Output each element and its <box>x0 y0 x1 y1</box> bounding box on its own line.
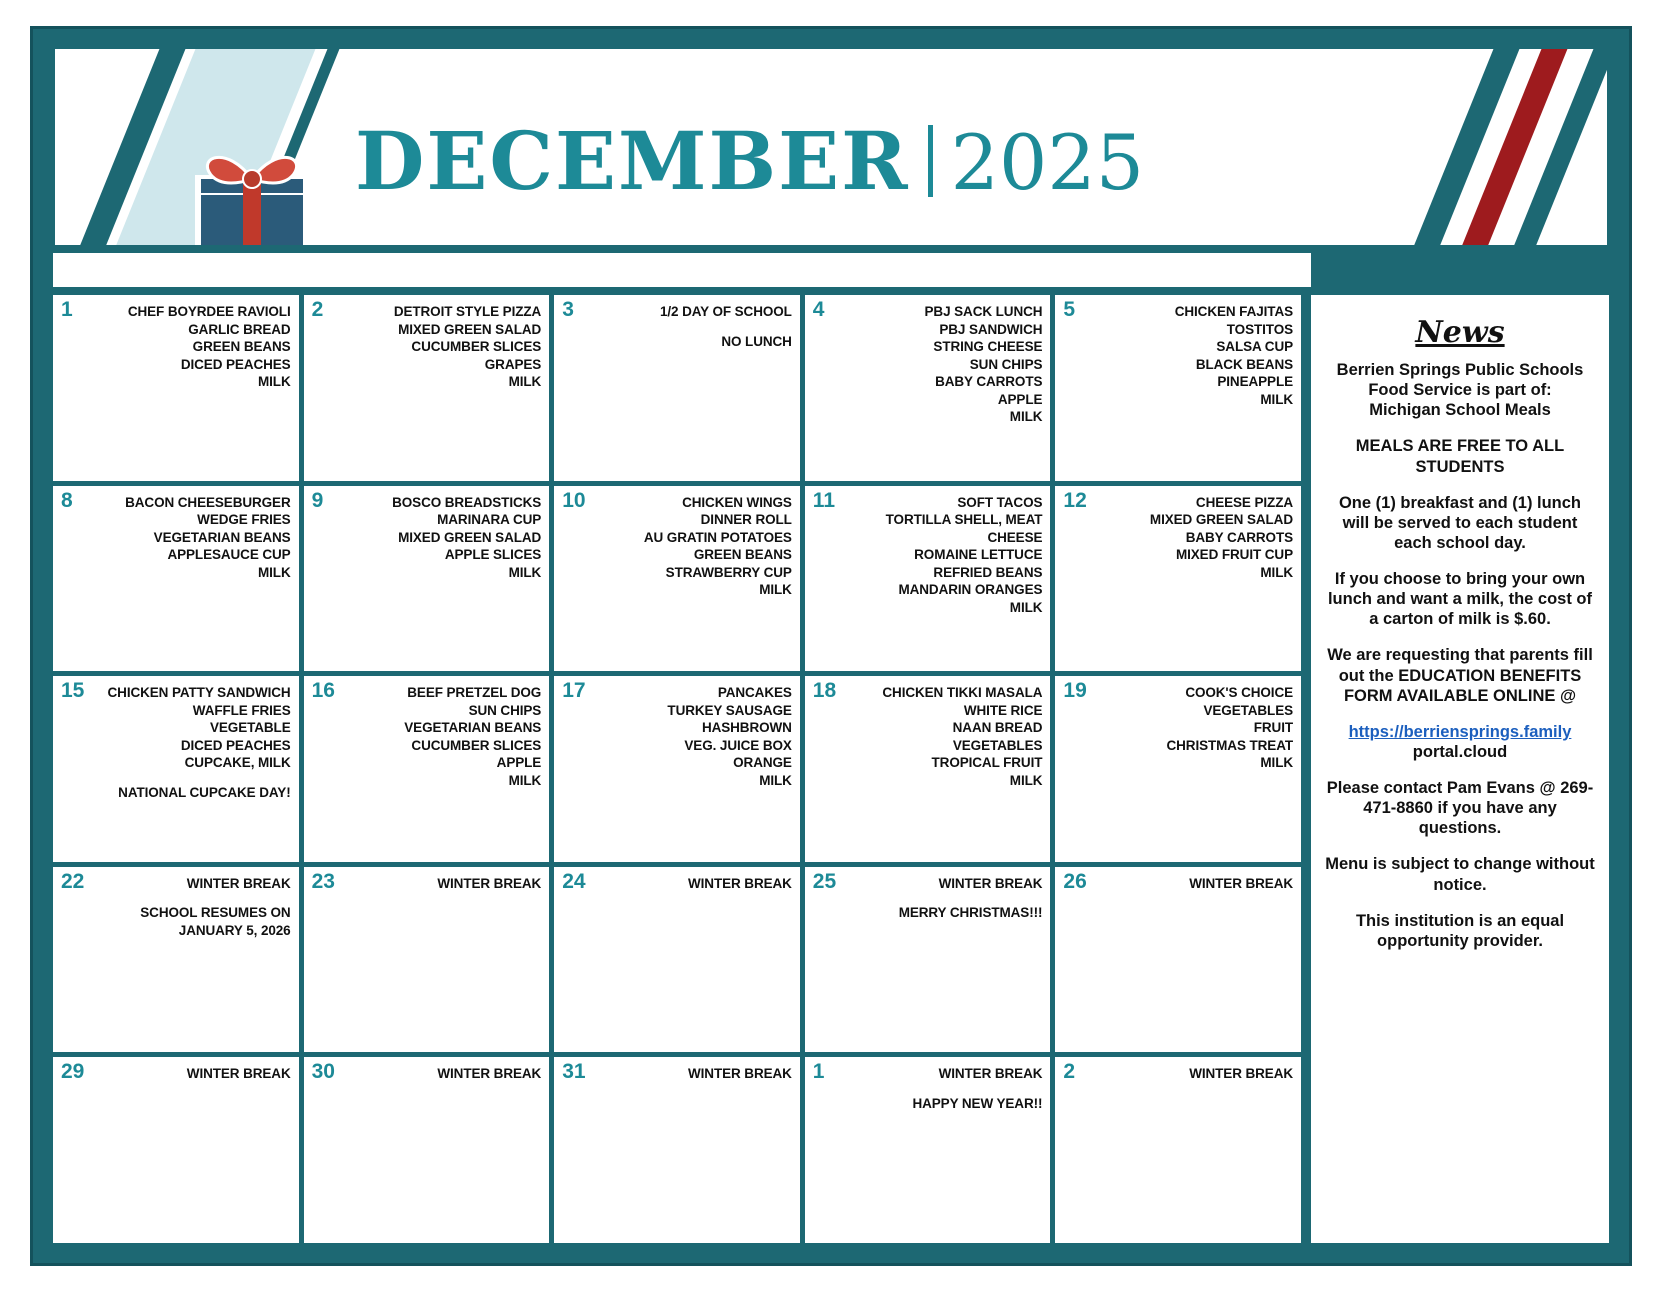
menu-line: SUN CHIPS <box>468 702 542 718</box>
menu-line: CHICKEN WINGS <box>682 494 792 510</box>
calendar-day-cell <box>805 486 1051 672</box>
menu-line: NAAN BREAD <box>952 720 1043 736</box>
menu-line-gap <box>61 892 291 904</box>
day-menu-items <box>312 1065 542 1083</box>
day-menu-items <box>61 875 291 940</box>
menu-line: GARLIC BREAD <box>188 321 291 337</box>
menu-line: 1/2 DAY OF SCHOOL <box>659 304 792 319</box>
weekday-monday: MONDAY <box>53 253 305 287</box>
weekday-header-spacer <box>1311 253 1609 287</box>
menu-line: MANDARIN ORANGES <box>898 582 1043 598</box>
menu-line: AU GRATIN POTATOES <box>643 529 792 545</box>
day-number: 22 <box>61 869 85 893</box>
calendar-day-cell <box>554 1057 800 1243</box>
menu-line: WEDGE FRIES <box>197 512 291 528</box>
calendar-day-cell <box>554 676 800 862</box>
menu-line: CHEF BOYRDEE RAVIOLI <box>127 304 291 319</box>
weekday-header-row <box>53 247 1609 295</box>
menu-line: TURKEY SAUSAGE <box>667 702 792 718</box>
menu-line: BEEF PRETZEL DOG <box>407 685 542 701</box>
menu-line: GREEN BEANS <box>693 547 792 563</box>
day-menu-items <box>312 303 542 391</box>
weekday-tuesday: TUESDAY <box>305 253 557 287</box>
menu-line: WINTER BREAK <box>938 875 1043 891</box>
menu-line: MIXED GREEN SALAD <box>398 321 542 337</box>
news-paragraph-0: Berrien Springs Public Schools Food Service is part of: Michigan School Meals <box>1336 361 1584 420</box>
calendar-day-cell <box>304 486 550 672</box>
day-menu-items <box>562 303 792 350</box>
menu-line: DETROIT STYLE PIZZA <box>393 304 542 319</box>
menu-line: BOSCO BREADSTICKS <box>392 494 542 510</box>
calendar-body <box>53 295 1609 1243</box>
menu-line-gap <box>562 321 792 333</box>
day-menu-items <box>312 494 542 582</box>
day-number: 16 <box>311 679 335 703</box>
calendar-day-cell <box>554 295 800 481</box>
day-number: 29 <box>61 1060 85 1084</box>
menu-line: WINTER BREAK <box>688 875 792 891</box>
calendar-day-cell <box>805 1057 1051 1243</box>
menu-line: WINTER BREAK <box>437 875 542 891</box>
news-paragraph-2: One (1) breakfast and (1) lunch will be served to each student each school day. <box>1338 493 1582 552</box>
menu-line: WINTER BREAK <box>938 1066 1043 1082</box>
menu-line: VEGETARIAN BEANS <box>404 720 542 736</box>
title-divider <box>928 125 933 197</box>
menu-line: SUN CHIPS <box>969 356 1043 372</box>
menu-line: WHITE RICE <box>963 702 1043 718</box>
menu-line: FRUIT <box>1253 720 1293 736</box>
menu-line: DICED PEACHES <box>180 356 291 372</box>
day-menu-items <box>562 494 792 599</box>
menu-line: PBJ SANDWICH <box>939 321 1043 337</box>
day-menu-items <box>61 494 291 582</box>
day-number: 30 <box>311 1060 335 1084</box>
menu-line: MIXED FRUIT CUP <box>1175 547 1293 563</box>
calendar-day-cell <box>805 867 1051 1053</box>
menu-line: MILK <box>1260 564 1293 580</box>
menu-line: BACON CHEESEBURGER <box>125 494 291 510</box>
news-paragraph-1: MEALS ARE FREE TO ALL STUDENTS <box>1355 437 1565 476</box>
menu-line: VEGETARIAN BEANS <box>153 529 291 545</box>
news-panel <box>1311 295 1609 1243</box>
calendar-grid <box>53 295 1301 1243</box>
menu-line: COOK'S CHOICE <box>1185 685 1293 701</box>
menu-line: MILK <box>759 772 792 788</box>
menu-line: MILK <box>508 374 542 390</box>
menu-line: MARINARA CUP <box>437 512 542 528</box>
menu-line: BABY CARROTS <box>935 374 1043 390</box>
menu-line: WINTER BREAK <box>1189 875 1293 891</box>
menu-line: WINTER BREAK <box>437 1066 542 1082</box>
menu-line: CHEESE <box>987 529 1043 545</box>
menu-line-gap <box>813 1083 1043 1095</box>
menu-line: MILK <box>508 772 542 788</box>
year-label: 2025 <box>950 118 1145 207</box>
menu-line: SCHOOL RESUMES ON <box>140 905 291 921</box>
menu-line: PBJ SACK LUNCH <box>924 304 1043 319</box>
day-menu-items <box>813 494 1043 617</box>
menu-line: REFRIED BEANS <box>933 564 1043 580</box>
menu-line: JANUARY 5, 2026 <box>178 922 291 938</box>
menu-line: APPLESAUCE CUP <box>167 547 291 563</box>
calendar-day-cell <box>554 486 800 672</box>
news-link-block <box>1325 722 1595 762</box>
calendar-day-cell <box>1055 486 1301 672</box>
menu-line: STRAWBERRY CUP <box>665 564 792 580</box>
menu-line: MILK <box>1260 755 1293 771</box>
day-number: 2 <box>1063 1060 1076 1084</box>
day-number: 18 <box>812 679 837 703</box>
benefits-form-link[interactable]: https://berriensprings.family <box>1348 722 1572 741</box>
day-number: 23 <box>311 869 335 893</box>
menu-line: MILK <box>759 582 792 598</box>
calendar-day-cell <box>805 676 1051 862</box>
calendar-day-cell <box>53 486 299 672</box>
menu-line: CHICKEN PATTY SANDWICH <box>107 685 291 701</box>
menu-line: PINEAPPLE <box>1217 374 1293 390</box>
day-menu-items <box>61 684 291 801</box>
news-paragraph-4: We are requesting that parents fill out the EDUCATION BENEFITS FORM AVAILABLE ONLINE @ <box>1327 646 1593 705</box>
weekday-thursday: THURSDAY <box>808 253 1060 287</box>
day-number: 12 <box>1063 488 1087 512</box>
day-menu-items <box>562 875 792 893</box>
menu-line: CHRISTMAS TREAT <box>1166 737 1293 753</box>
calendar-day-cell <box>53 1057 299 1243</box>
day-number: 26 <box>1063 869 1087 893</box>
calendar-day-cell <box>1055 676 1301 862</box>
menu-line: CUPCAKE, MILK <box>184 755 291 771</box>
menu-line: APPLE SLICES <box>444 547 542 563</box>
benefits-form-link-tail: portal.cloud <box>1412 742 1508 761</box>
day-number: 1 <box>812 1060 825 1084</box>
day-number: 9 <box>311 488 324 512</box>
day-number: 31 <box>562 1060 586 1084</box>
menu-line: BABY CARROTS <box>1185 529 1293 545</box>
menu-line: WAFFLE FRIES <box>192 702 291 718</box>
menu-line: VEGETABLES <box>952 737 1043 753</box>
day-menu-items <box>61 1065 291 1083</box>
day-menu-items <box>813 1065 1043 1112</box>
menu-line: MILK <box>508 564 542 580</box>
news-paragraph-6: Menu is subject to change without notice. <box>1325 855 1595 894</box>
menu-line: DINNER ROLL <box>700 512 792 528</box>
month-label: DECEMBER <box>355 114 910 208</box>
weekday-wednesday: WEDNESDAY <box>556 253 808 287</box>
menu-line: VEGETABLE <box>209 720 291 736</box>
menu-line: HAPPY NEW YEAR!! <box>912 1095 1043 1111</box>
day-number: 25 <box>812 869 837 893</box>
menu-line: DICED PEACHES <box>180 737 291 753</box>
news-paragraph-5: Please contact Pam Evans @ 269-471-8860 if you have any questions. <box>1326 779 1594 838</box>
day-menu-items <box>562 1065 792 1083</box>
menu-line: VEGETABLES <box>1203 702 1293 718</box>
calendar-day-cell <box>805 295 1051 481</box>
news-paragraph-3: If you choose to bring your own lunch and want a milk, the cost of a carton of milk is $.60. <box>1327 570 1593 629</box>
day-menu-items <box>813 684 1043 789</box>
menu-line: MILK <box>1260 391 1293 407</box>
day-number: 19 <box>1063 679 1087 703</box>
menu-line: ROMAINE LETTUCE <box>914 547 1043 563</box>
menu-line: BLACK BEANS <box>1195 356 1293 372</box>
calendar-day-cell <box>304 676 550 862</box>
menu-line: WINTER BREAK <box>186 875 291 891</box>
menu-line: APPLE <box>496 755 542 771</box>
menu-line: GREEN BEANS <box>192 339 291 355</box>
menu-line: APPLE <box>997 391 1043 407</box>
menu-line: CUCUMBER SLICES <box>411 339 542 355</box>
menu-line: MIXED GREEN SALAD <box>1149 512 1293 528</box>
calendar-frame <box>30 26 1632 1266</box>
banner-title <box>355 114 1145 208</box>
day-number: 4 <box>812 298 825 321</box>
day-menu-items <box>1063 875 1293 893</box>
menu-line: HASHBROWN <box>701 720 792 736</box>
menu-line: MIXED GREEN SALAD <box>398 529 542 545</box>
day-menu-items <box>1063 1065 1293 1083</box>
day-menu-items <box>1063 684 1293 772</box>
menu-line: CHICKEN FAJITAS <box>1174 304 1293 319</box>
header-banner <box>53 47 1609 247</box>
weekday-friday: FRIDAY <box>1059 253 1311 287</box>
day-menu-items <box>312 875 542 893</box>
menu-line: TORTILLA SHELL, MEAT <box>885 512 1043 528</box>
news-title: News <box>1415 315 1505 350</box>
menu-line: NATIONAL CUPCAKE DAY! <box>118 784 291 800</box>
menu-line: CHEESE PIZZA <box>1195 494 1293 510</box>
calendar-day-cell <box>304 295 550 481</box>
menu-line: MILK <box>258 374 291 390</box>
day-menu-items <box>813 303 1043 426</box>
day-number: 1 <box>61 298 73 321</box>
day-number: 2 <box>311 298 324 321</box>
menu-line: WINTER BREAK <box>688 1066 792 1082</box>
menu-line: MILK <box>258 564 291 580</box>
menu-line: SALSA CUP <box>1216 339 1293 355</box>
day-menu-items <box>1063 494 1293 582</box>
day-number: 24 <box>562 869 586 893</box>
calendar-day-cell <box>304 867 550 1053</box>
day-menu-items <box>61 303 291 391</box>
calendar-day-cell <box>1055 1057 1301 1243</box>
day-menu-items <box>312 684 542 789</box>
menu-line: GRAPES <box>484 356 542 372</box>
menu-line-gap <box>61 772 291 784</box>
menu-line: WINTER BREAK <box>186 1066 291 1082</box>
menu-line: STRING CHEESE <box>933 339 1043 355</box>
menu-line: TOSTITOS <box>1226 321 1293 337</box>
calendar-day-cell <box>53 676 299 862</box>
day-number: 11 <box>812 488 835 512</box>
calendar-day-cell <box>554 867 800 1053</box>
menu-line: ORANGE <box>733 755 792 771</box>
day-number: 8 <box>61 488 73 512</box>
day-menu-items <box>1063 303 1293 408</box>
menu-line: SOFT TACOS <box>957 494 1043 510</box>
menu-line-gap <box>813 892 1043 904</box>
menu-line: MERRY CHRISTMAS!!! <box>898 905 1043 921</box>
menu-line: CUCUMBER SLICES <box>411 737 542 753</box>
calendar-day-cell <box>304 1057 550 1243</box>
menu-line: NO LUNCH <box>721 333 792 349</box>
day-menu-items <box>562 684 792 789</box>
news-paragraph-7: This institution is an equal opportunity provider. <box>1355 911 1565 950</box>
day-number: 3 <box>562 298 574 321</box>
menu-line: PANCAKES <box>717 685 792 701</box>
menu-line: MILK <box>1009 599 1043 615</box>
day-number: 10 <box>562 488 586 512</box>
calendar-day-cell <box>53 867 299 1053</box>
day-number: 5 <box>1063 298 1076 321</box>
menu-line: MILK <box>1009 409 1043 425</box>
day-number: 17 <box>562 679 586 703</box>
calendar-day-cell <box>1055 867 1301 1053</box>
menu-line: MILK <box>1009 772 1043 788</box>
calendar-day-cell <box>1055 295 1301 481</box>
menu-line: WINTER BREAK <box>1189 1066 1293 1082</box>
menu-line: TROPICAL FRUIT <box>931 755 1043 771</box>
menu-line: VEG. JUICE BOX <box>684 737 792 753</box>
calendar-day-cell <box>53 295 299 481</box>
gift-box-icon <box>187 139 317 247</box>
day-menu-items <box>813 875 1043 922</box>
menu-line: CHICKEN TIKKI MASALA <box>882 685 1043 701</box>
day-number: 15 <box>61 679 85 703</box>
